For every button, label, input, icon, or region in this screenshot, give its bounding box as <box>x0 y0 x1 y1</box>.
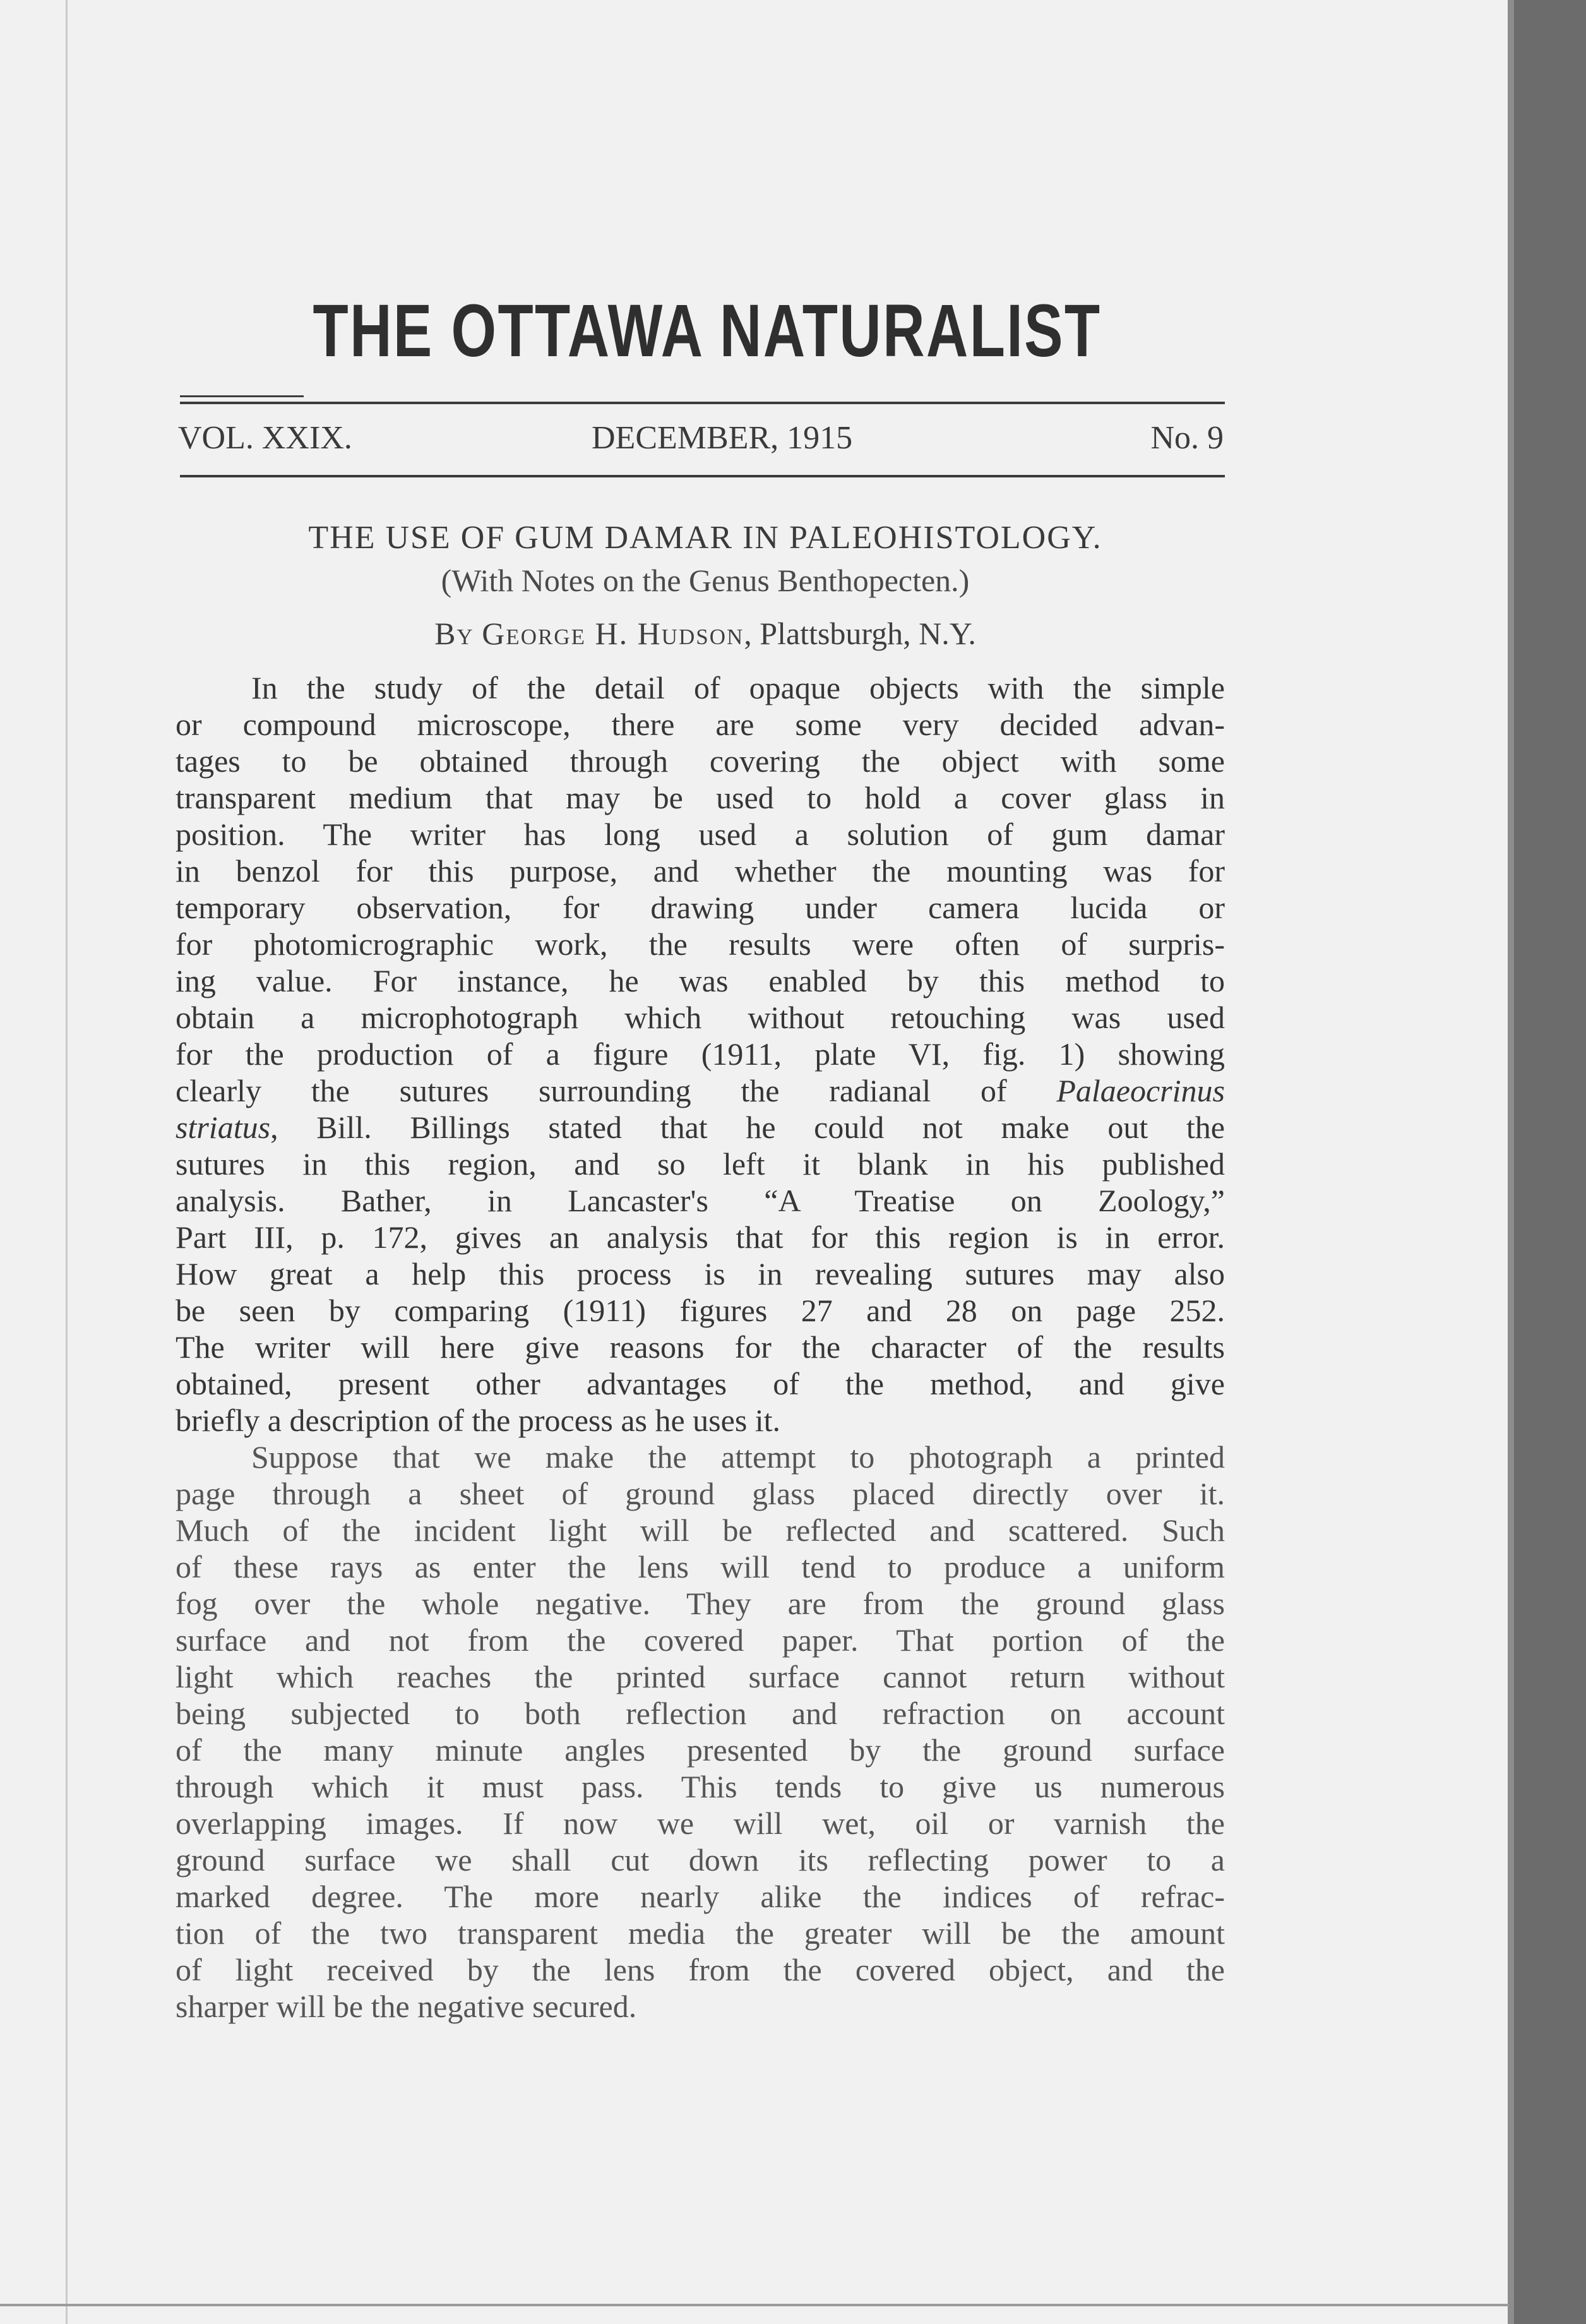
text-line: How great a help this process is in revealing sutures may also <box>176 1256 1225 1291</box>
text-line: overlapping images. If now we will wet, oil or varnish the <box>176 1806 1225 1841</box>
page-bottom-edge <box>0 2304 1509 2306</box>
text-line: analysis. Bather, in Lancaster's “A Treatise on Zoology,” <box>176 1183 1225 1218</box>
masthead-rule-bottom <box>180 475 1225 477</box>
article-byline <box>0 615 1410 652</box>
article-body <box>176 669 1225 2025</box>
text-line: for photomicrographic work, the results were often of surpris- <box>176 926 1225 962</box>
text-line: fog over the whole negative. They are from the ground glass <box>176 1586 1225 1621</box>
volume-label: VOL. XXIX. <box>178 420 352 456</box>
text-line: sharper will be the negative secured. <box>176 1989 637 2024</box>
text-line: temporary observation, for drawing under camera lucida or <box>176 890 1225 925</box>
byline-prefix: By <box>434 616 474 651</box>
paragraph-2 <box>176 1439 1225 2025</box>
text-line: of light received by the lens from the covered object, and the <box>176 1952 1225 1987</box>
text-line: Part III, p. 172, gives an analysis that for this region is in error. <box>176 1219 1225 1255</box>
issue-number: No. 9 <box>1150 420 1224 456</box>
text-line: striatus, Bill. Billings stated that he could not make out the <box>176 1110 1225 1145</box>
author-name: George H. Hudson <box>482 616 744 651</box>
text-line: surface and not from the covered paper. That portion of the <box>176 1622 1225 1658</box>
text-line: in benzol for this purpose, and whether the mounting was for <box>176 853 1225 889</box>
paragraph-1 <box>176 669 1225 1439</box>
page-edge-shadow <box>1508 0 1586 2324</box>
text-line: being subjected to both reflection and refraction on account <box>176 1696 1225 1731</box>
author-location: , Plattsburgh, N.Y. <box>744 616 976 651</box>
article-subtitle: (With Notes on the Genus Benthopecten.) <box>441 563 970 598</box>
journal-masthead: THE OTTAWA NATURALIST <box>313 289 1102 373</box>
masthead-rule-top <box>180 402 1225 404</box>
text-line: of the many minute angles presented by the ground surface <box>176 1732 1225 1768</box>
article-title: THE USE OF GUM DAMAR IN PALEOHISTOLOGY. <box>308 520 1102 556</box>
text-line: for the production of a figure (1911, plate VI, fig. 1) showing <box>176 1036 1225 1072</box>
text-line: obtained, present other advantages of the method, and give <box>176 1366 1225 1401</box>
text-line: through which it must pass. This tends to give us numerous <box>176 1769 1225 1804</box>
text-line: tages to be obtained through covering the object with some <box>176 743 1225 779</box>
text-line: transparent medium that may be used to hold a cover glass in <box>176 780 1225 815</box>
text-line: position. The writer has long used a solution of gum damar <box>176 817 1225 852</box>
text-line: The writer will here give reasons for the character of the results <box>176 1329 1225 1365</box>
text-line: tion of the two transparent media the greater will be the amount <box>176 1915 1225 1951</box>
binding-gutter-line <box>66 0 68 2324</box>
text-line: clearly the sutures surrounding the radianal of Palaeocrinus <box>176 1073 1225 1108</box>
text-line: briefly a description of the process as he uses it. <box>176 1403 781 1438</box>
text-line: In the study of the detail of opaque objects with the simple <box>251 670 1225 705</box>
taxon-name: striatus <box>176 1110 271 1145</box>
text-line: or compound microscope, there are some very decided advan- <box>176 707 1225 742</box>
text-line: marked degree. The more nearly alike the indices of refrac- <box>176 1879 1225 1914</box>
text-line: Much of the incident light will be reflected and scattered. Such <box>176 1512 1225 1548</box>
text-line: light which reaches the printed surface cannot return without <box>176 1659 1225 1694</box>
taxon-name: Palaeocrinus <box>1056 1073 1225 1108</box>
issue-info-line <box>178 419 1224 460</box>
text-line: of these rays as enter the lens will tend to produce a uniform <box>176 1549 1225 1584</box>
issue-date: DECEMBER, 1915 <box>592 420 853 456</box>
text-line: Suppose that we make the attempt to photograph a printed <box>251 1439 1225 1475</box>
text-line: obtain a microphotograph which without retouching was used <box>176 1000 1225 1035</box>
text-line: sutures in this region, and so left it blank in his published <box>176 1146 1225 1182</box>
text-line: page through a sheet of ground glass placed directly over it. <box>176 1476 1225 1511</box>
text-line: ing value. For instance, he was enabled by this method to <box>176 963 1225 998</box>
text-line: be seen by comparing (1911) figures 27 and 28 on page 252. <box>176 1293 1225 1328</box>
text-line: ground surface we shall cut down its reflecting power to a <box>176 1842 1225 1878</box>
masthead-rule-accent <box>180 395 304 397</box>
